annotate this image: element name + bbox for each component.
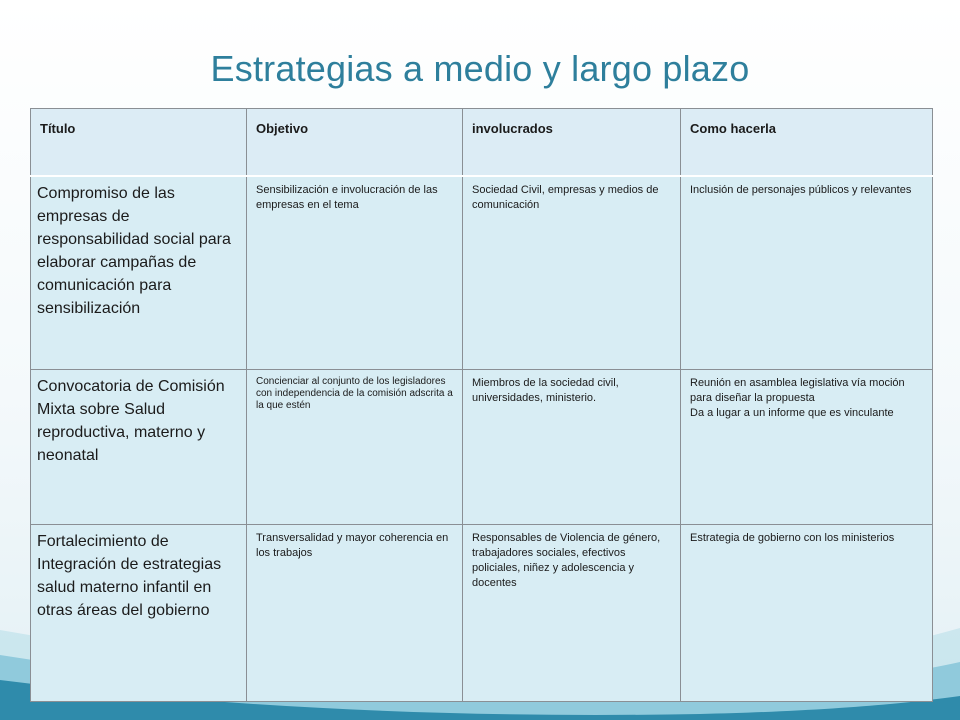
cell-titulo: Compromiso de las empresas de responsabilidad social para elaborar campañas de comunicación para sensibilización <box>31 176 247 370</box>
header-objetivo: Objetivo <box>247 109 463 177</box>
header-involucrados: involucrados <box>463 109 681 177</box>
table-row <box>31 176 933 370</box>
cell-como-hacerla: Inclusión de personajes públicos y relevantes <box>681 176 933 370</box>
cell-objetivo: Sensibilización e involucración de las empresas en el tema <box>247 176 463 370</box>
header-como-hacerla: Como hacerla <box>681 109 933 177</box>
cell-involucrados: Sociedad Civil, empresas y medios de comunicación <box>463 176 681 370</box>
header-titulo: Título <box>31 109 247 177</box>
cell-objetivo: Concienciar al conjunto de los legisladores con independencia de la comisión adscrita a la que estén <box>247 370 463 525</box>
strategies-table <box>30 108 933 702</box>
cell-como-hacerla: Estrategia de gobierno con los ministerios <box>681 525 933 702</box>
slide-title: Estrategias a medio y largo plazo <box>210 48 750 89</box>
table-row <box>31 525 933 702</box>
table-row <box>31 370 933 525</box>
cell-titulo: Convocatoria de Comisión Mixta sobre Salud reproductiva, materno y neonatal <box>31 370 247 525</box>
cell-titulo: Fortalecimiento de Integración de estrategias salud materno infantil en otras áreas del gobierno <box>31 525 247 702</box>
cell-involucrados: Responsables de Violencia de género, trabajadores sociales, efectivos policiales, niñez y adolescencia y docentes <box>463 525 681 702</box>
table-header-row <box>31 109 933 177</box>
cell-involucrados: Miembros de la sociedad civil, universidades, ministerio. <box>463 370 681 525</box>
cell-objetivo: Transversalidad y mayor coherencia en los trabajos <box>247 525 463 702</box>
cell-como-hacerla: Reunión en asamblea legislativa vía moción para diseñar la propuesta Da a lugar a un informe que es vinculante <box>681 370 933 525</box>
